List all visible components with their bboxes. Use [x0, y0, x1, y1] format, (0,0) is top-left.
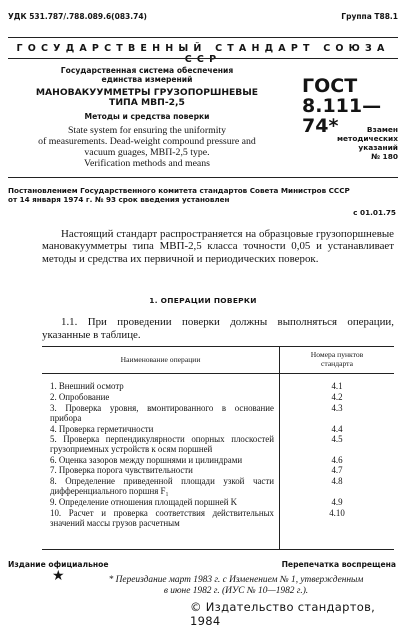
system-line-1: Государственная система обеспечения: [60, 66, 234, 75]
reprint-forbidden: Перепечатка воспрещена: [281, 560, 396, 569]
operation-name: 8. Определение приведенной площади узкой части дифференциального поршня F₁: [50, 476, 274, 497]
operation-name: 1. Внешний осмотр: [50, 381, 124, 391]
document-title-2: ТИПА МВП-2,5: [109, 97, 185, 108]
effective-date: с 01.01.75: [353, 208, 396, 217]
clause-1-1: 1.1. При проведении поверки должны выполняться операции, указанные в таблице.: [42, 316, 394, 341]
udk-code: УДК 531.787/.788.089.6(083.74): [8, 12, 147, 21]
table-header-clause-line-2: стандарта: [321, 359, 353, 368]
title-rule: [8, 58, 398, 59]
operation-name: 3. Проверка уровня, вмонтированного в основание прибора: [50, 403, 274, 424]
replaces-block: [300, 125, 398, 161]
clause-number: 4.4: [331, 424, 343, 434]
copyright: © Издательство стандартов, 1984: [190, 600, 376, 628]
gost-label: ГОСТ: [302, 75, 358, 97]
operation-name: 6. Оценка зазоров между поршнями и цилиндрами: [50, 455, 243, 465]
table-header-operation: Наименование операции: [120, 355, 201, 364]
operations-table: [42, 346, 394, 550]
operation-name: 5. Проверка перпендикулярности опорных плоскостей грузоприемных устройств к осям поршней: [50, 434, 274, 455]
clause-number: 4.3: [331, 403, 343, 413]
group-code: Группа Т88.1: [341, 12, 398, 21]
reprint-line-1: * Переиздание март 1983 г. с Изменением № 1, утвержденным: [108, 575, 364, 585]
english-line-4: Verification methods and means: [84, 158, 210, 169]
top-rule: [8, 37, 398, 38]
clause-number: 4.2: [331, 392, 343, 402]
decree-text: [8, 186, 398, 204]
document-subtitle: Методы и средства поверки: [84, 112, 210, 121]
decree-line-2: от 14 января 1974 г. № 93 срок введения установлен: [8, 195, 230, 204]
decree-line-1: Постановлением Государственного комитета стандартов Совета Министров СССР: [8, 186, 350, 195]
gost-number: 8.111—74*: [302, 95, 382, 137]
standard-title: ГОСУДАРСТВЕННЫЙ СТАНДАРТ СОЮЗА ССР: [16, 43, 390, 65]
replaces-line-2: методических указаний: [337, 134, 398, 152]
star-icon: ★: [52, 569, 65, 584]
reprint-note: [86, 575, 386, 597]
decree-rule: [8, 177, 398, 178]
document-title-1: МАНОВАКУУММЕТРЫ ГРУЗОПОРШНЕВЫЕ: [35, 87, 259, 98]
clause-number: 4.6: [331, 455, 343, 465]
table-header-clause: [280, 350, 394, 368]
operation-name: 10. Расчет и проверка соответствия действительных значений массы грузов расчетным: [50, 508, 274, 529]
table-column-divider: [279, 347, 280, 549]
operation-name: 7. Проверка порога чувствительности: [50, 465, 193, 475]
header-row: [8, 12, 398, 21]
english-title: [22, 125, 272, 169]
table-header-clause-line-1: Номера пунктов: [310, 350, 364, 359]
english-line-2: of measurements. Dead-weight compound pressure and: [38, 136, 256, 147]
reprint-line-2: в июне 1982 г. (ИУС № 10—1982 г.).: [163, 586, 309, 596]
replaces-line-1: Взамен: [366, 125, 398, 134]
clause-number: 4.1: [331, 381, 343, 391]
system-line-2: единства измерений: [101, 75, 193, 84]
operation-name: 2. Опробование: [50, 392, 110, 402]
title-block: [22, 66, 272, 169]
official-edition: Издание официальное: [8, 560, 109, 569]
english-line-3: vacuum guages, МВП-2,5 type.: [84, 147, 210, 158]
section-title: 1. ОПЕРАЦИИ ПОВЕРКИ: [149, 296, 257, 305]
table-header-divider: [42, 373, 394, 374]
clause-number: 4.5: [331, 434, 343, 444]
english-line-1: State system for ensuring the uniformity: [67, 125, 227, 136]
replaces-line-3: № 180: [371, 152, 398, 161]
clause-number: 4.9: [331, 497, 343, 507]
clause-number: 4.10: [329, 508, 345, 518]
intro-paragraph: Настоящий стандарт распространяется на образцовые грузопоршневые мановакуумметры типа МВП-2,5 класса точности 0,05 и устанавливает методы и средства их первичной и периодических поверок.: [42, 228, 394, 265]
clause-number: 4.7: [331, 465, 343, 475]
clause-number: 4.8: [331, 476, 343, 486]
operation-name: 9. Определение отношения площадей поршней K: [50, 497, 238, 507]
operation-name: 4. Проверка герметичности: [50, 424, 154, 434]
